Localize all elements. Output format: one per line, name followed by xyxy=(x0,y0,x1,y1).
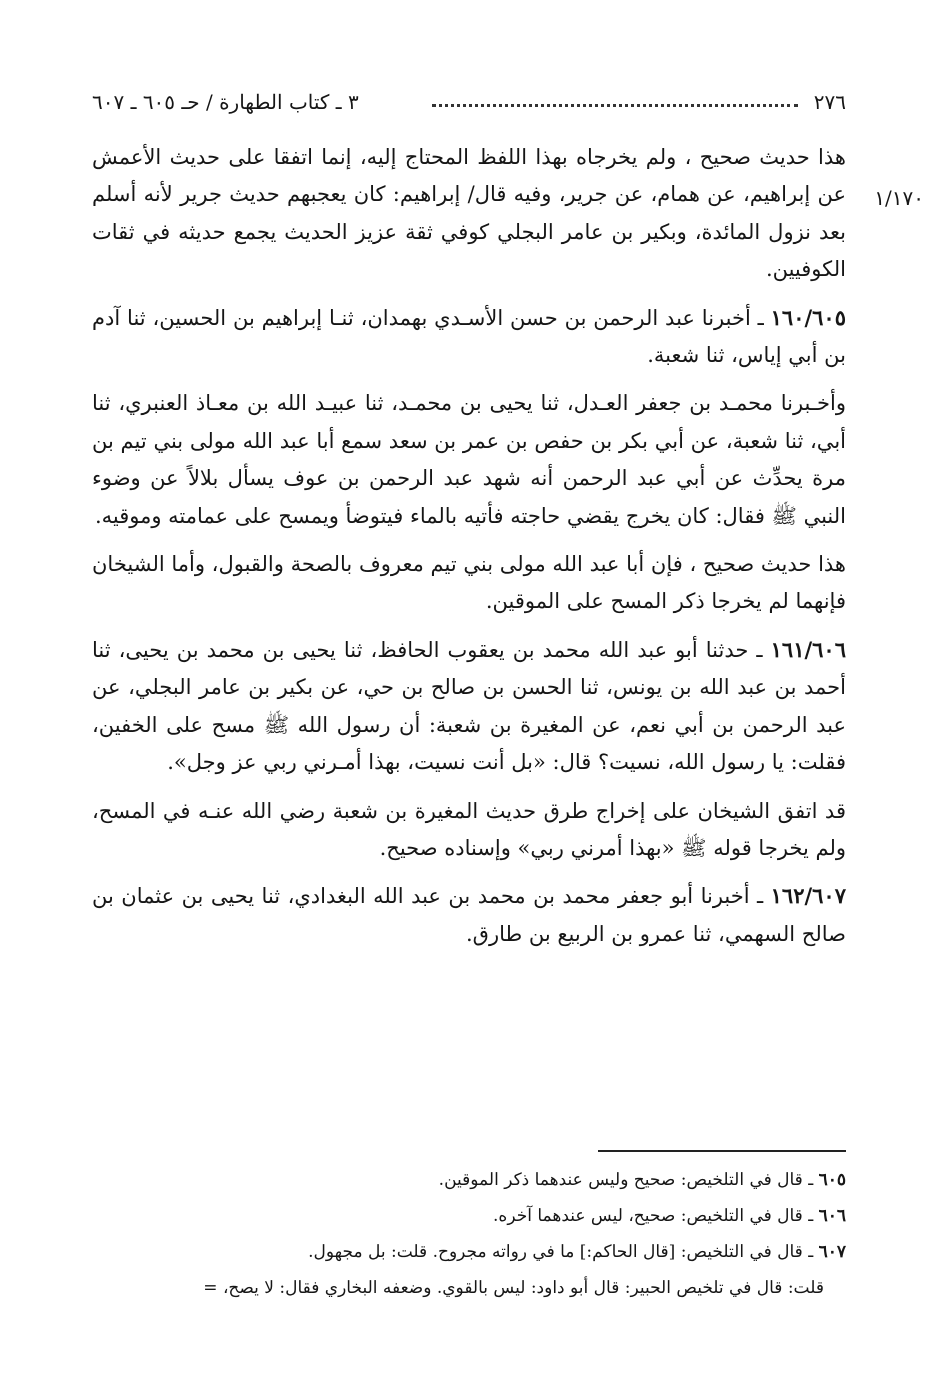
paragraph xyxy=(92,545,846,621)
paragraph-text: هذا حديث صحيح ، فإن أبا عبد الله مولى بني تيم معروف بالصحة والقبول، وأما الشيخان فإنهما لم يخرجا ذكر المسح على الموقين. xyxy=(92,552,846,614)
footnote xyxy=(92,1234,846,1270)
paragraph xyxy=(92,792,846,868)
main-text xyxy=(92,138,846,963)
running-header xyxy=(92,82,846,122)
footnote-text: ـ قال في التلخيص: صحيح، ليس عندهما آخره. xyxy=(493,1206,819,1226)
footnotes xyxy=(92,1162,846,1306)
footnote-number: ٦٠٦ xyxy=(818,1206,846,1226)
footnote-number: ٦٠٥ xyxy=(818,1170,846,1190)
margin-folio-note: ١/١٧٠ xyxy=(874,186,924,210)
footnote-number: ٦٠٧ xyxy=(818,1242,846,1262)
paragraph xyxy=(92,384,846,535)
footnote-separator xyxy=(598,1150,846,1152)
page-number: ٢٧٦ xyxy=(813,90,846,114)
footnote-text: ـ قال في التلخيص: صحيح وليس عندهما ذكر الموقين. xyxy=(438,1170,819,1190)
paragraph-text: ـ أخبرنا أبو جعفر محمد بن محمد بن عبد الله البغدادي، ثنا يحيى بن عثمان بن صالح السهمي، ثنا عمرو بن الربيع بن طارق. xyxy=(92,884,846,946)
paragraph xyxy=(92,877,846,953)
footnote xyxy=(92,1198,846,1234)
footnote xyxy=(92,1162,846,1198)
hadith-number: ١٦١/٦٠٦ xyxy=(770,636,846,662)
paragraph-text: وأخـبرنا محمـد بن جعفر العـدل، ثنا يحيى بن محمـد، ثنا عبيـد الله بن معـاذ العنبري، ثنا أبي، ثنا شعبة، عن أبي بكر بن حفص بن عمر بن سعد سمع أبا عبد الله مولى بني تيم بن مرة يحدِّث عن أبي عبد الرحمن أنه شهد عبد الرحمن بن عوف يسأل بلالاً عن وضوء النبي ﷺ فقال: كان يخرج يقضي حاجته فأتيه بالماء فيتوضأ ويمسح على عمامته وموقيه. xyxy=(92,391,846,528)
paragraph-text: ـ أخبرنا عبد الرحمن بن حسن الأسـدي بهمدان، ثنـا إبراهيم بن الحسين، ثنا آدم بن أبي إياس، ثنا شعبة. xyxy=(92,305,846,368)
footnote-text: ـ قال في التلخيص: [قال الحاكم:] ما في رواته مجروح. قلت: بل مجهول. xyxy=(308,1242,819,1262)
paragraph xyxy=(92,138,846,289)
paragraph-text: قد اتفق الشيخان على إخراج طرق حديث المغيرة بن شعبة رضي الله عنـه في المسح، ولم يخرجا قوله ﷺ «بهذا أمرني ربي» وإسناده صحيح. xyxy=(92,798,846,860)
hadith-number: ١٦٠/٦٠٥ xyxy=(770,304,846,330)
chapter-title: ٣ ـ كتاب الطهارة / حـ ٦٠٥ ـ ٦٠٧ xyxy=(92,90,359,114)
paragraph-text: هذا حديث صحيح ، ولم يخرجاه بهذا اللفظ المحتاج إليه، إنما اتفقا على حديث الأعمش عن إبراهيم، عن همام، عن جرير، وفيه قال/ إبراهيم: كان يعجبهم حديث جرير لأنه أسلم بعد نزول المائدة، وبكير بن عامر البجلي كوفي ثقة عزيز الحديث يجمع حديثه في ثقات الكوفيين. xyxy=(92,145,846,282)
footnote-continuation: قلت: قال في تلخيص الحبير: قال أبو داود: ليس بالقوي. وضعفه البخاري فقال: لا يصح، = xyxy=(203,1278,824,1298)
paragraph-text: ـ حدثنا أبو عبد الله محمد بن يعقوب الحافظ، ثنا يحيى بن محمد بن يحيى، ثنا أحمد بن عبد الله بن يونس، ثنا الحسن بن صالح بن حي، عن بكير بن عامر البجلي، عن عبد الرحمن بن أبي نعم، عن المغيرة بن شعبة: أن رسول الله ﷺ مسح على الخفين، فقلت: يا رسول الله، نسيت؟ قال: «بل أنت نسيت، بهذا أمـرني ربي عز وجل». xyxy=(92,637,846,775)
hadith-number: ١٦٢/٦٠٧ xyxy=(770,883,846,909)
paragraph xyxy=(92,631,846,782)
paragraph xyxy=(92,299,846,375)
header-dotted-leader xyxy=(432,104,798,107)
